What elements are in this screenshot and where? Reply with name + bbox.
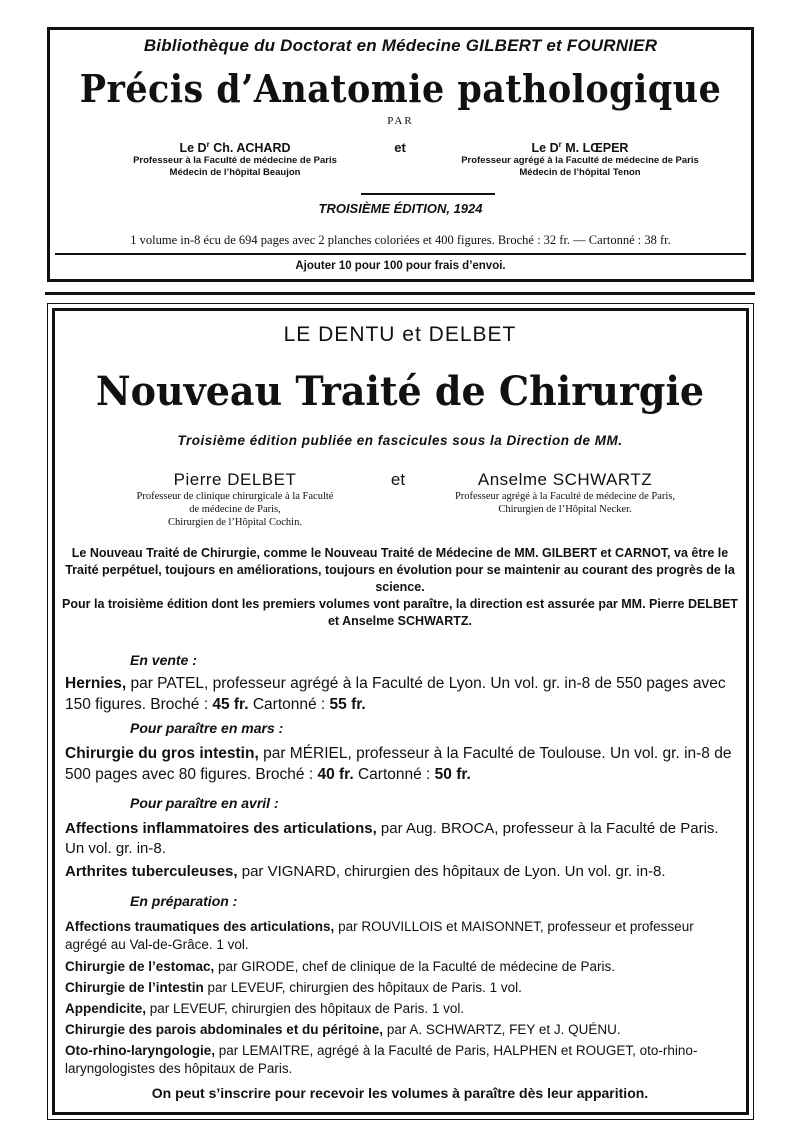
list-item-gros-intestin: Chirurgie du gros intestin, par MÉRIEL, professeur à la Faculté de Toulouse. Un vol. gr. in-8 de 500 pages avec 80 figures. Broché : 40 fr. Cartonné : 50 fr. <box>65 745 732 783</box>
list-item-prep: Chirurgie de l’estomac, par GIRODE, chef de clinique de la Faculté de médecine de Paris. <box>65 959 616 974</box>
list-item-arthrites: Arthrites tuberculeuses, par VIGNARD, chirurgien des hôpitaux de Lyon. Un vol. gr. in-8. <box>65 863 666 880</box>
par-label: PAR <box>387 115 414 127</box>
authors-block <box>50 140 751 190</box>
section-heading-vente: En vente : <box>130 652 197 668</box>
subscription-note: On peut s’inscrire pour recevoir les volumes à paraître dès leur apparition. <box>151 1085 649 1101</box>
section-heading-mars: Pour paraître en mars : <box>130 720 284 736</box>
list-item-prep: Chirurgie des parois abdominales et du péritoine, par A. SCHWARTZ, FEY et J. QUÉNU. <box>65 1022 621 1037</box>
director-name: Anselme SCHWARTZ <box>477 470 653 489</box>
list-item-prep: Chirurgie de l’intestin par LEVEUF, chirurgien des hôpitaux de Paris. 1 vol. <box>65 980 522 995</box>
traite-title: Nouveau Traité de Chirurgie <box>95 368 705 415</box>
et-label: et <box>394 140 406 155</box>
list-item-hernies: Hernies, par PATEL, professeur agrégé à la Faculté de Lyon. Un vol. gr. in-8 de 550 pages avec 150 figures. Broché : 45 fr. Cartonné : 55 fr. <box>65 675 726 713</box>
divider-rule <box>361 193 495 195</box>
author-hospital: Médecin de l’hôpital Beaujon <box>169 167 301 179</box>
list-item-prep: Affections traumatiques des articulations, par ROUVILLOIS et MAISONNET, professeur et professeur agrégé au Val-de-Grâce. 1 vol. <box>65 919 694 952</box>
director-schwartz <box>420 470 710 516</box>
shipping-note: Ajouter 10 pour 100 pour frais d’envoi. <box>295 260 506 272</box>
traite-subtitle: Troisième édition publiée en fascicules sous la Direction de MM. <box>177 433 623 448</box>
author-achard: Le $D^r$ Ch. ACHARD Professeur à la Faculté de médecine de Paris Médecin de l’hôpital Beaujon <box>90 140 380 179</box>
intro-text-2: Pour la troisième édition dont les premiers volumes vont paraître, la direction est assurée par MM. Pierre DELBET et Anselme SCHWARTZ. <box>62 597 738 628</box>
director-name: Pierre DELBET <box>173 470 297 489</box>
book-title: Précis d’Anatomie pathologique <box>79 66 722 111</box>
section-heading-preparation: En préparation : <box>130 893 238 909</box>
author-hospital: Médecin de l’hôpital Tenon <box>519 167 641 179</box>
author-title: Professeur à la Faculté de médecine de Paris <box>133 155 337 167</box>
author-name: Ch. ACHARD <box>209 141 291 156</box>
et-label: et <box>390 470 406 489</box>
intro-text: Le Nouveau Traité de Chirurgie, comme le Nouveau Traité de Médecine de MM. GILBERT et CARNOT, va être le Traité perpétuel, toujours en améliorations, toujours en évolution pour se maintenir au courant des progrès de la science. <box>65 546 735 594</box>
volume-description: 1 volume in-8 écu de 694 pages avec 2 planches coloriées et 400 figures. Broché : 32 fr. — Cartonné : 38 fr. <box>130 233 671 247</box>
list-item-affections-inflammatoires: Affections inflammatoires des articulations, par Aug. BROCA, professeur à la Faculté de Paris. Un vol. gr. in-8. <box>65 820 719 857</box>
series-title: Bibliothèque du Doctorat en Médecine GILBERT et FOURNIER <box>143 36 658 55</box>
traite-authors: LE DENTU et DELBET <box>283 323 517 346</box>
list-item-prep: Oto-rhino-laryngologie, par LEMAITRE, agrégé à la Faculté de Paris, HALPHEN et ROUGET, oto-rhino-laryngologistes des hôpitaux de Paris. <box>65 1043 698 1076</box>
author-loeper: Le $D^r$ M. LŒPER Professeur agrégé à la Faculté de médecine de Paris Médecin de l’hôpital Tenon <box>415 140 745 179</box>
director-delbet <box>90 470 380 529</box>
section-heading-avril: Pour paraître en avril : <box>130 795 279 811</box>
page-divider <box>45 292 755 295</box>
director-title-cont: de médecine de Paris, <box>189 504 281 515</box>
director-title: Professeur agrégé à la Faculté de médecine de Paris, <box>454 491 676 502</box>
list-item-prep: Appendicite, par LEVEUF, chirurgien des hôpitaux de Paris. 1 vol. <box>65 1001 465 1016</box>
edition-label: TROISIÈME ÉDITION, 1924 <box>318 201 483 216</box>
intro-paragraph <box>62 545 738 630</box>
author-name: M. LŒPER <box>561 141 629 156</box>
precis-ad-box <box>47 27 754 282</box>
director-hospital: Chirurgien de l’Hôpital Cochin. <box>168 517 302 528</box>
director-title: Professeur de clinique chirurgicale à la Faculté <box>136 491 334 502</box>
author-title: Professeur agrégé à la Faculté de médecine de Paris <box>461 155 699 167</box>
divider-rule <box>55 253 746 255</box>
director-hospital: Chirurgien de l’Hôpital Necker. <box>498 504 632 515</box>
